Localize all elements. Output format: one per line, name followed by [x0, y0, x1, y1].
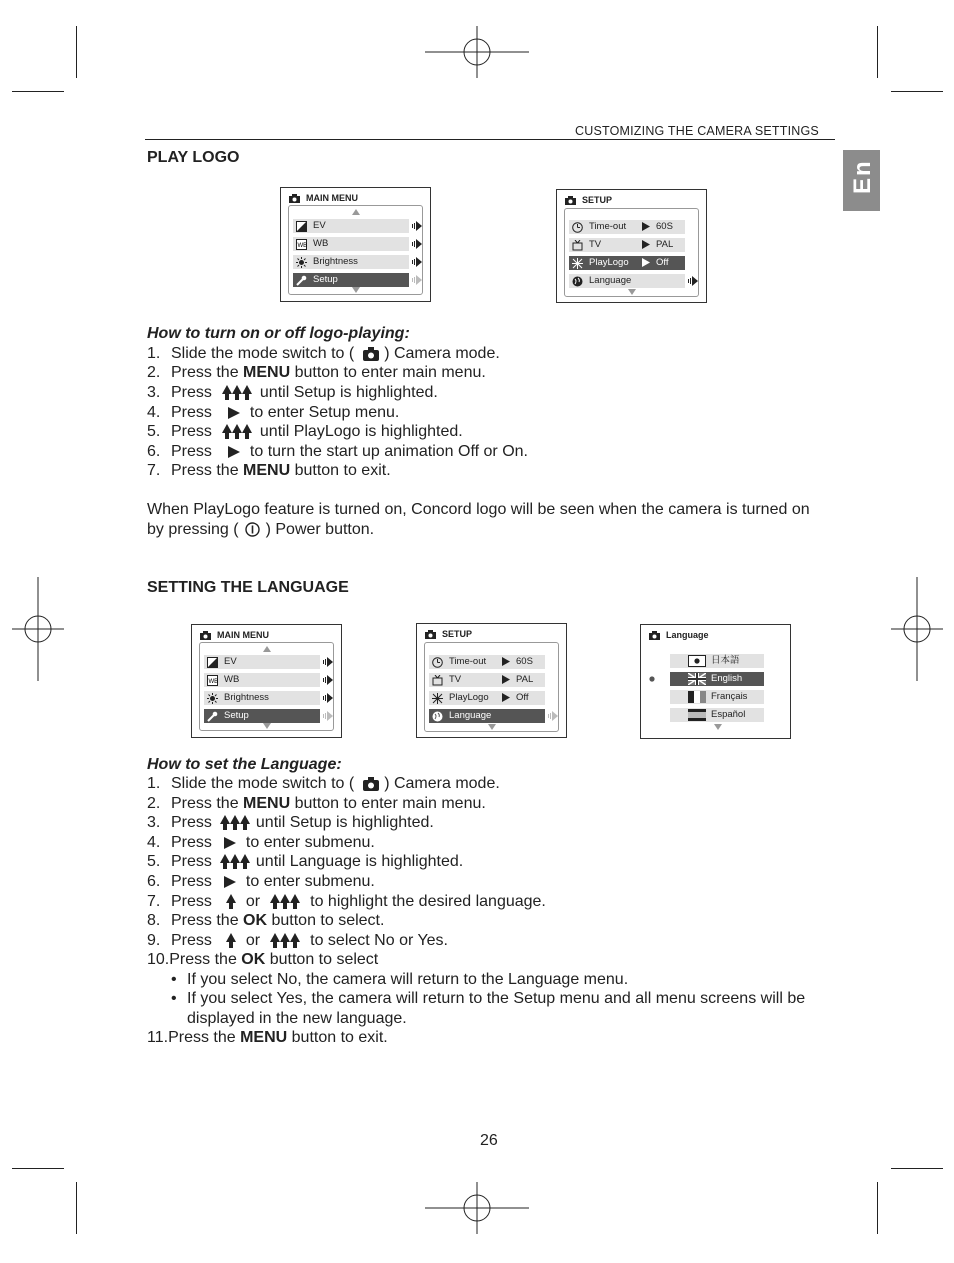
burst-icon: [432, 693, 443, 704]
globe-icon: [572, 276, 583, 287]
playlogo-note-line-1: When PlayLogo feature is turned on, Concord logo will be seen when the camera is turned on: [147, 501, 810, 518]
right-arrow-icon: [642, 240, 650, 249]
submenu-arrow-icon: [412, 257, 422, 267]
section-header: CUSTOMIZING THE CAMERA SETTINGS: [575, 124, 819, 138]
main-menu-title: MAIN MENU: [289, 193, 358, 203]
step-6: 6. Press to enter submenu.: [147, 873, 375, 890]
submenu-arrow-icon: [323, 693, 333, 703]
step-4: 4. Press to enter submenu.: [147, 834, 375, 851]
step-8: 8. Press the OK button to select.: [147, 912, 385, 929]
globe-icon: [432, 711, 443, 722]
up-arrow-triple-icon: [220, 854, 250, 870]
menu-item-brightness: Brightness: [204, 690, 332, 706]
language-item-french: Français: [670, 689, 766, 705]
spain-flag-icon: [688, 709, 706, 721]
bullet-2: • If you select Yes, the camera will return to the Setup menu and all menu screens will be: [171, 990, 806, 1007]
right-arrow-icon: [228, 407, 240, 419]
registration-mark-left: [12, 577, 64, 681]
header-rule: [145, 139, 835, 140]
registration-mark-right: [891, 577, 943, 681]
camera-icon: [362, 347, 380, 361]
step-5: 5. Press until PlayLogo is highlighted.: [147, 423, 463, 440]
right-arrow-icon: [642, 258, 650, 267]
language-item-spanish: Español: [670, 707, 766, 723]
main-menu-title: MAIN MENU: [200, 630, 269, 640]
up-arrow-icon: [226, 933, 236, 949]
tv-icon: [572, 240, 583, 251]
setup-item-playlogo: PlayLogo Off: [569, 255, 697, 271]
selected-dot-icon: [649, 676, 655, 682]
tv-icon: [432, 675, 443, 686]
setup-item-tv: TV PAL: [569, 237, 697, 253]
up-arrow-triple-icon: [270, 933, 300, 949]
up-arrow-icon: [226, 894, 236, 910]
step-3: 3. Press until Setup is highlighted.: [147, 814, 434, 831]
submenu-arrow-icon: [323, 711, 333, 721]
main-menu-screen-2: [191, 624, 342, 738]
wb-icon: [296, 239, 307, 250]
play-logo-subheading: How to turn on or off logo-playing:: [147, 325, 410, 342]
menu-item-setup: Setup: [293, 272, 421, 288]
step-7: 7. Press or to highlight the desired language.: [147, 893, 546, 910]
sun-icon: [296, 257, 307, 268]
right-arrow-icon: [224, 876, 236, 888]
right-arrow-icon: [502, 693, 510, 702]
step-7: 7. Press the MENU button to exit.: [147, 462, 391, 479]
menu-item-wb: WB WB: [293, 236, 421, 252]
language-item-japanese: 日本語: [670, 653, 766, 669]
wrench-icon: [296, 275, 307, 286]
step-2: 2. Press the MENU button to enter main menu.: [147, 795, 486, 812]
up-arrow-triple-icon: [222, 424, 252, 440]
right-arrow-icon: [642, 222, 650, 231]
submenu-arrow-icon: [323, 675, 333, 685]
setup-title: SETUP: [565, 195, 612, 205]
registration-mark-top: [425, 26, 529, 78]
right-arrow-icon: [502, 657, 510, 666]
submenu-arrow-icon: [412, 239, 422, 249]
clock-icon: [432, 657, 443, 668]
wb-icon: [207, 675, 218, 686]
play-logo-heading: PLAY LOGO: [147, 149, 240, 166]
japan-flag-icon: [688, 655, 706, 667]
main-menu-screen: [280, 187, 431, 302]
step-1: 1. Slide the mode switch to ( ) Camera mode.: [147, 775, 500, 792]
submenu-arrow-icon: [548, 711, 558, 721]
right-arrow-icon: [224, 837, 236, 849]
step-3: 3. Press until Setup is highlighted.: [147, 384, 438, 401]
up-arrow-triple-icon: [222, 385, 252, 401]
step-10: 10.Press the OK button to select: [147, 951, 379, 968]
ev-icon: [296, 221, 307, 232]
step-2: 2. Press the MENU button to enter main menu.: [147, 364, 486, 381]
camera-icon: [362, 777, 380, 791]
clock-icon: [572, 222, 583, 233]
setup-item-timeout: Time-out 60S: [569, 219, 697, 235]
language-screen: [640, 624, 791, 739]
language-subheading: How to set the Language:: [147, 756, 342, 773]
setup-screen: [556, 189, 707, 303]
submenu-arrow-icon: [323, 657, 333, 667]
menu-item-setup: Setup: [204, 708, 332, 724]
sun-icon: [207, 693, 218, 704]
language-title: Language: [649, 630, 709, 640]
submenu-arrow-icon: [688, 276, 698, 286]
right-arrow-icon: [502, 675, 510, 684]
registration-mark-bottom: [425, 1182, 529, 1234]
submenu-arrow-icon: [412, 275, 422, 285]
bullet-2-continued: displayed in the new language.: [187, 1010, 407, 1027]
setup-item-language: Language: [429, 708, 557, 724]
svg-text:WB: WB: [208, 679, 218, 685]
up-arrow-triple-icon: [220, 815, 250, 831]
step-1: 1. Slide the mode switch to ( ) Camera mode.: [147, 345, 500, 362]
svg-text:WB: WB: [297, 243, 307, 249]
setup-item-playlogo: PlayLogo Off: [429, 690, 557, 706]
language-item-english: English: [670, 671, 766, 687]
menu-item-ev: EV: [204, 654, 332, 670]
right-arrow-icon: [228, 446, 240, 458]
language-heading: SETTING THE LANGUAGE: [147, 579, 349, 596]
setup-item-language: Language: [569, 273, 697, 289]
france-flag-icon: [688, 691, 706, 703]
step-4: 4. Press to enter Setup menu.: [147, 404, 400, 421]
setup-item-timeout: Time-out 60S: [429, 654, 557, 670]
step-9: 9. Press or to select No or Yes.: [147, 932, 448, 949]
playlogo-note-line-2: by pressing ( ) Power button.: [147, 521, 375, 538]
up-arrow-triple-icon: [270, 894, 300, 910]
menu-item-ev: EV: [293, 218, 421, 234]
step-5: 5. Press until Language is highlighted.: [147, 853, 464, 870]
ev-icon: [207, 657, 218, 668]
menu-item-brightness: Brightness: [293, 254, 421, 270]
page-number: 26: [480, 1132, 498, 1149]
submenu-arrow-icon: [412, 221, 422, 231]
menu-item-wb: WB WB: [204, 672, 332, 688]
setup-title: SETUP: [425, 629, 472, 639]
wrench-icon: [207, 711, 218, 722]
setup-screen-2: [416, 623, 567, 738]
language-tab: En: [843, 150, 880, 211]
step-6: 6. Press to turn the start up animation Off or On.: [147, 443, 528, 460]
step-11: 11.Press the MENU button to exit.: [147, 1029, 388, 1046]
uk-flag-icon: [688, 673, 706, 685]
power-icon: [245, 522, 260, 537]
burst-icon: [572, 258, 583, 269]
setup-item-tv: TV PAL: [429, 672, 557, 688]
bullet-1: • If you select No, the camera will return to the Language menu.: [171, 971, 629, 988]
